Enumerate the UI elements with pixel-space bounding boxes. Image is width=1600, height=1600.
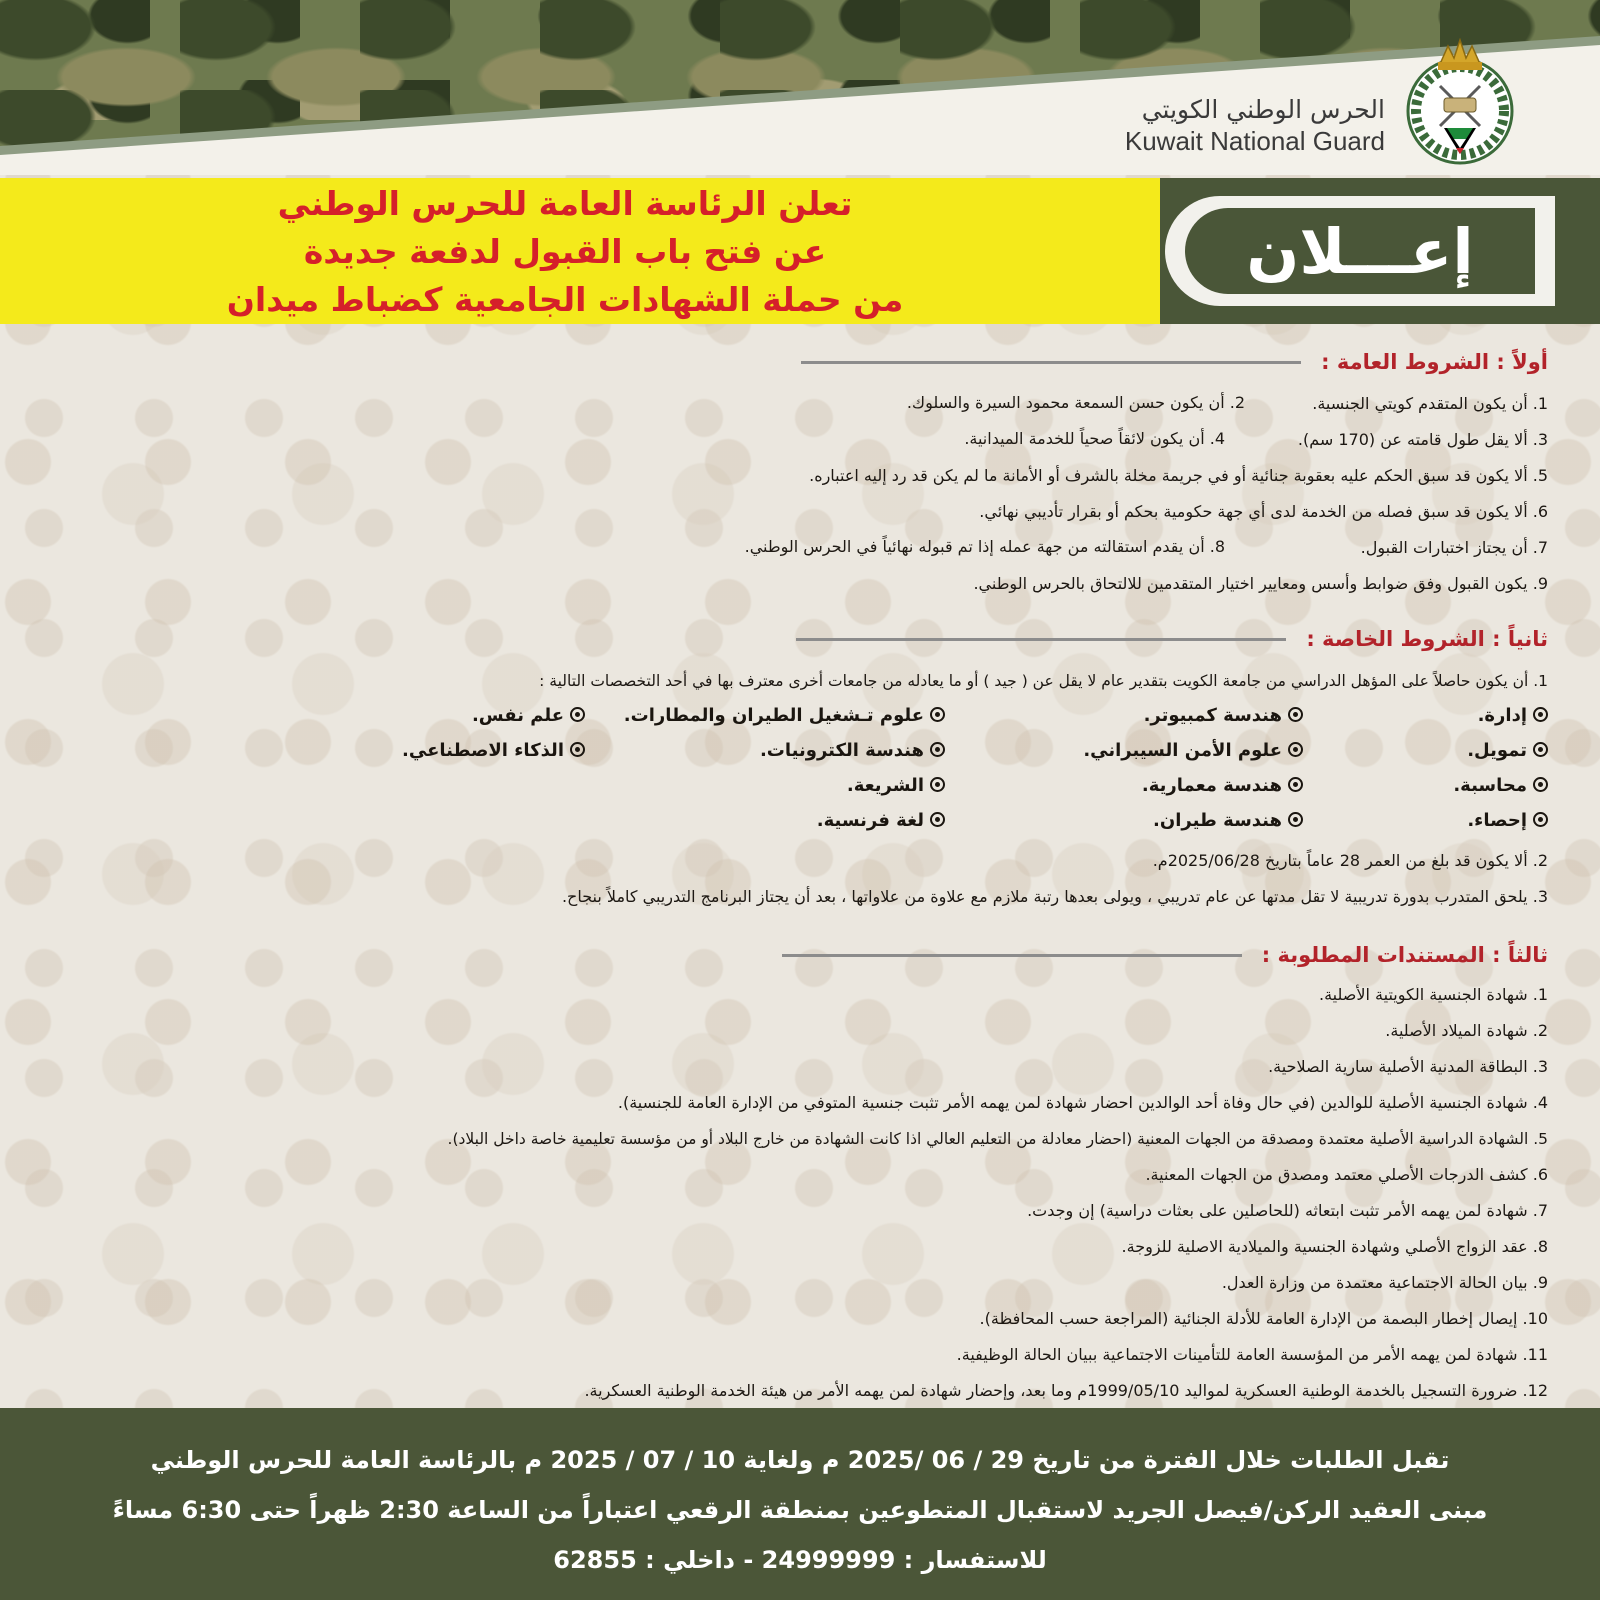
bullet-icon <box>930 777 945 792</box>
specialty-item: علم نفس. <box>472 705 585 726</box>
general-item-7: 7. أن يجتاز اختبارات القبول. <box>1360 538 1548 557</box>
specialty-item: محاسبة. <box>1453 775 1548 796</box>
document-item-4: 4. شهادة الجنسية الأصلية للوالدين (في حال وفاة أحد الوالدين احضار شهادة لمن يهمه الأمر تثبت جنسية المتوفي من الإدارة العامة للجنسية). <box>617 1093 1548 1112</box>
headline-line-2: عن فتح باب القبول لدفعة جديدة <box>303 232 827 271</box>
specialty-item: تمويل. <box>1467 740 1548 761</box>
footer-panel <box>0 1408 1600 1600</box>
general-item-1: 1. أن يكون المتقدم كويتي الجنسية. <box>1312 394 1548 413</box>
brand-wordmark <box>1125 95 1385 157</box>
footer-contact: للاستفسار : 24999999 - داخلي : 62855 <box>553 1546 1047 1574</box>
document-item-5: 5. الشهادة الدراسية الأصلية معتمدة ومصدقة من الجهات المعنية (احضار معادلة من التعليم العالي اذا كانت الشهادة من خارج البلاد أو من مؤسسة تعليمية خاصة داخل البلاد). <box>447 1130 1548 1148</box>
special-item-3: 3. يلحق المتدرب بدورة تدريبية لا تقل مدتها عن عام تدريبي ، ويولى بعدها رتبة ملازم مع علاوة من علاواتها ، بعد أن يجتاز البرنامج التدريبي كاملاً بنجاح. <box>561 887 1548 906</box>
section-general-title: أولاً : الشروط العامة : <box>1321 350 1548 374</box>
bullet-icon <box>570 707 585 722</box>
general-item-5: 5. ألا يكون قد سبق الحكم عليه بعقوبة جنائية أو في جريمة مخلة بالشرف أو الأمانة ما لم يكن قد رد إليه اعتباره. <box>809 466 1548 485</box>
kuwait-national-guard-emblem-icon <box>1400 36 1520 166</box>
general-item-9: 9. يكون القبول وفق ضوابط وأسس ومعايير اختيار المتقدمين للالتحاق بالحرس الوطني. <box>973 574 1548 593</box>
section-divider <box>801 361 1301 364</box>
section-special-title: ثانياً : الشروط الخاصة : <box>1306 627 1548 651</box>
specialty-item: هندسة طيران. <box>1153 810 1303 831</box>
general-item-3: 3. ألا يقل طول قامته عن (170 سم). <box>1297 430 1548 449</box>
document-item-1: 1. شهادة الجنسية الكويتية الأصلية. <box>1319 985 1548 1004</box>
section-divider <box>782 954 1242 957</box>
specialty-item: علوم الأمن السيبراني. <box>1083 740 1303 761</box>
bullet-icon <box>570 742 585 757</box>
headline-line-1: تعلن الرئاسة العامة للحرس الوطني <box>277 184 853 223</box>
bullet-icon <box>1288 777 1303 792</box>
document-item-8: 8. عقد الزواج الأصلي وشهادة الجنسية والميلادية الاصلية للزوجة. <box>1121 1237 1548 1256</box>
brand-name-arabic: الحرس الوطني الكويتي <box>1141 95 1385 124</box>
document-item-2: 2. شهادة الميلاد الأصلية. <box>1385 1021 1548 1040</box>
bullet-icon <box>930 812 945 827</box>
section-general-header <box>801 350 1548 374</box>
specialty-item: إدارة. <box>1478 705 1548 726</box>
announce-label: إعـــلان <box>1246 214 1474 288</box>
document-item-3: 3. البطاقة المدنية الأصلية سارية الصلاحية. <box>1268 1057 1548 1076</box>
bullet-icon <box>1533 742 1548 757</box>
general-item-6: 6. ألا يكون قد سبق فصله من الخدمة لدى أي جهة حكومية بحكم أو بقرار تأديبي نهائي. <box>979 502 1548 521</box>
specialty-item: إحصاء. <box>1467 810 1548 831</box>
bullet-icon <box>1533 707 1548 722</box>
footer-application-period: تقبل الطلبات خلال الفترة من تاريخ 29 / 06 /2025 م ولغاية 10 / 07 / 2025 م بالرئاسة العامة للحرس الوطني <box>150 1446 1450 1474</box>
document-item-9: 9. بيان الحالة الاجتماعية معتمدة من وزارة العدل. <box>1221 1273 1548 1292</box>
document-item-6: 6. كشف الدرجات الأصلي معتمد ومصدق من الجهات المعنية. <box>1145 1165 1548 1184</box>
announce-badge <box>1185 208 1535 294</box>
specialty-item: علوم تـشغيل الطيران والمطارات. <box>624 705 945 726</box>
special-item-1: 1. أن يكون حاصلاً على المؤهل الدراسي من جامعة الكويت بتقدير عام لا يقل عن ( جيد ) أو ما يعادله من جامعات أخرى معترف بها في أحد التخصصات التالية : <box>539 672 1548 690</box>
specialty-item: لغة فرنسية. <box>817 810 945 831</box>
document-item-10: 10. إيصال إخطار البصمة من الإدارة العامة للأدلة الجنائية (المراجعة حسب المحافظة). <box>979 1309 1548 1328</box>
headline-line-3: من حملة الشهادات الجامعية كضباط ميدان <box>226 280 904 319</box>
headline <box>150 180 980 324</box>
document-item-11: 11. شهادة لمن يهمه الأمر من المؤسسة العامة للتأمينات الاجتماعية ببيان الحالة الوظيفية. <box>956 1345 1548 1364</box>
specialty-item: الشريعة. <box>847 775 945 796</box>
specialty-item: الذكاء الاصطناعي. <box>402 740 585 761</box>
document-item-12: 12. ضرورة التسجيل بالخدمة الوطنية العسكرية لمواليد 1999/05/10م وما بعد، وإحضار شهادة لمن يهمه الأمر من هيئة الخدمة الوطنية العسكرية. <box>584 1381 1548 1400</box>
general-item-8: 8. أن يقدم استقالته من جهة عمله إذا تم قبوله نهائياً في الحرس الوطني. <box>744 537 1225 556</box>
section-documents-header <box>782 943 1548 967</box>
specialty-item: هندسة الكترونيات. <box>760 740 945 761</box>
bullet-icon <box>1288 707 1303 722</box>
brand-name-english: Kuwait National Guard <box>1124 126 1385 156</box>
bullet-icon <box>1288 742 1303 757</box>
section-documents-title: ثالثاً : المستندات المطلوبة : <box>1261 943 1548 967</box>
section-special-header <box>796 627 1548 651</box>
document-item-7: 7. شهادة لمن يهمه الأمر تثبت ابتعاثه (للحاصلين على بعثات دراسية) إن وجدت. <box>1027 1201 1548 1220</box>
special-item-2: 2. ألا يكون قد بلغ من العمر 28 عاماً بتاريخ 2025/06/28م. <box>1152 851 1548 870</box>
bullet-icon <box>930 707 945 722</box>
general-item-4: 4. أن يكون لائقاً صحياً للخدمة الميدانية. <box>964 429 1225 448</box>
bullet-icon <box>930 742 945 757</box>
section-divider <box>796 638 1286 641</box>
bullet-icon <box>1288 812 1303 827</box>
specialty-item: هندسة معمارية. <box>1142 775 1303 796</box>
footer-location: مبنى العقيد الركن/فيصل الجريد لاستقبال المتطوعين بمنطقة الرقعي اعتباراً من الساعة 2:30 ظهراً حتى 6:30 مساءً <box>112 1496 1488 1524</box>
bullet-icon <box>1533 812 1548 827</box>
general-item-2: 2. أن يكون حسن السمعة محمود السيرة والسلوك. <box>906 393 1245 412</box>
specialty-item: هندسة كمبيوتر. <box>1144 705 1303 726</box>
bullet-icon <box>1533 777 1548 792</box>
